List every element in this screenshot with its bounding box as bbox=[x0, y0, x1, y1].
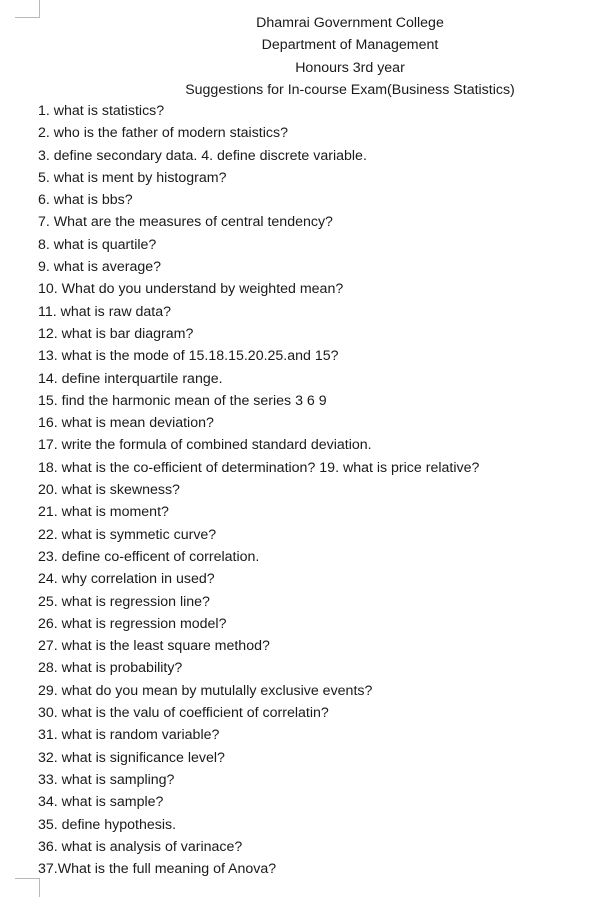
question-item: 27. what is the least square method? bbox=[38, 638, 270, 655]
college-name: Dhamrai Government College bbox=[256, 15, 444, 31]
question-item: 30. what is the valu of coefficient of correlatin? bbox=[38, 705, 329, 722]
question-item: 28. what is probability? bbox=[38, 660, 183, 677]
question-item: 9. what is average? bbox=[38, 259, 162, 276]
question-item: 2. who is the father of modern staistics? bbox=[38, 125, 288, 142]
question-list bbox=[38, 100, 590, 880]
question-item: 16. what is mean deviation? bbox=[38, 415, 214, 432]
question-item: 1. what is statistics? bbox=[38, 103, 165, 119]
question-item: 17. write the formula of combined standard deviation. bbox=[38, 437, 372, 454]
question-item: 37.What is the full meaning of Anova? bbox=[38, 861, 277, 878]
question-item: 20. what is skewness? bbox=[38, 482, 180, 499]
document-title: Suggestions for In-course Exam(Business Statistics) bbox=[185, 81, 515, 98]
question-item: 11. what is raw data? bbox=[38, 303, 172, 320]
question-item: 31. what is random variable? bbox=[38, 727, 220, 744]
question-item: 3. define secondary data. 4. define discrete variable. bbox=[38, 147, 367, 164]
question-item: 23. define co-efficent of correlation. bbox=[38, 548, 260, 565]
question-item: 24. why correlation in used? bbox=[38, 571, 215, 588]
question-item: 33. what is sampling? bbox=[38, 771, 175, 788]
department-name: Department of Management bbox=[261, 37, 439, 54]
question-item: 36. what is analysis of varinace? bbox=[38, 838, 243, 855]
crop-mark-bottom bbox=[15, 878, 40, 897]
question-item: 10. What do you understand by weighted mean? bbox=[38, 281, 344, 298]
question-item: 29. what do you mean by mutulally exclusive events? bbox=[38, 682, 373, 699]
question-item: 18. what is the co-efficient of determination? 19. what is price relative? bbox=[38, 459, 480, 476]
question-item: 6. what is bbs? bbox=[38, 192, 133, 209]
question-item: 32. what is significance level? bbox=[38, 749, 225, 766]
document-header bbox=[50, 12, 600, 101]
question-item: 5. what is ment by histogram? bbox=[38, 169, 227, 186]
question-item: 12. what is bar diagram? bbox=[38, 325, 194, 342]
question-item: 35. define hypothesis. bbox=[38, 816, 177, 833]
question-item: 7. What are the measures of central tendency? bbox=[38, 214, 333, 231]
crop-mark-top bbox=[15, 0, 40, 18]
question-item: 13. what is the mode of 15.18.15.20.25.and 15? bbox=[38, 348, 339, 365]
question-item: 34. what is sample? bbox=[38, 794, 164, 811]
question-item: 14. define interquartile range. bbox=[38, 370, 223, 387]
question-item: 8. what is quartile? bbox=[38, 236, 157, 253]
question-item: 26. what is regression model? bbox=[38, 615, 227, 632]
year-level: Honours 3rd year bbox=[295, 59, 405, 76]
question-item: 25. what is regression line? bbox=[38, 593, 210, 610]
question-item: 21. what is moment? bbox=[38, 504, 169, 521]
question-item: 15. find the harmonic mean of the series 3 6 9 bbox=[38, 392, 327, 409]
question-item: 22. what is symmetic curve? bbox=[38, 526, 217, 543]
